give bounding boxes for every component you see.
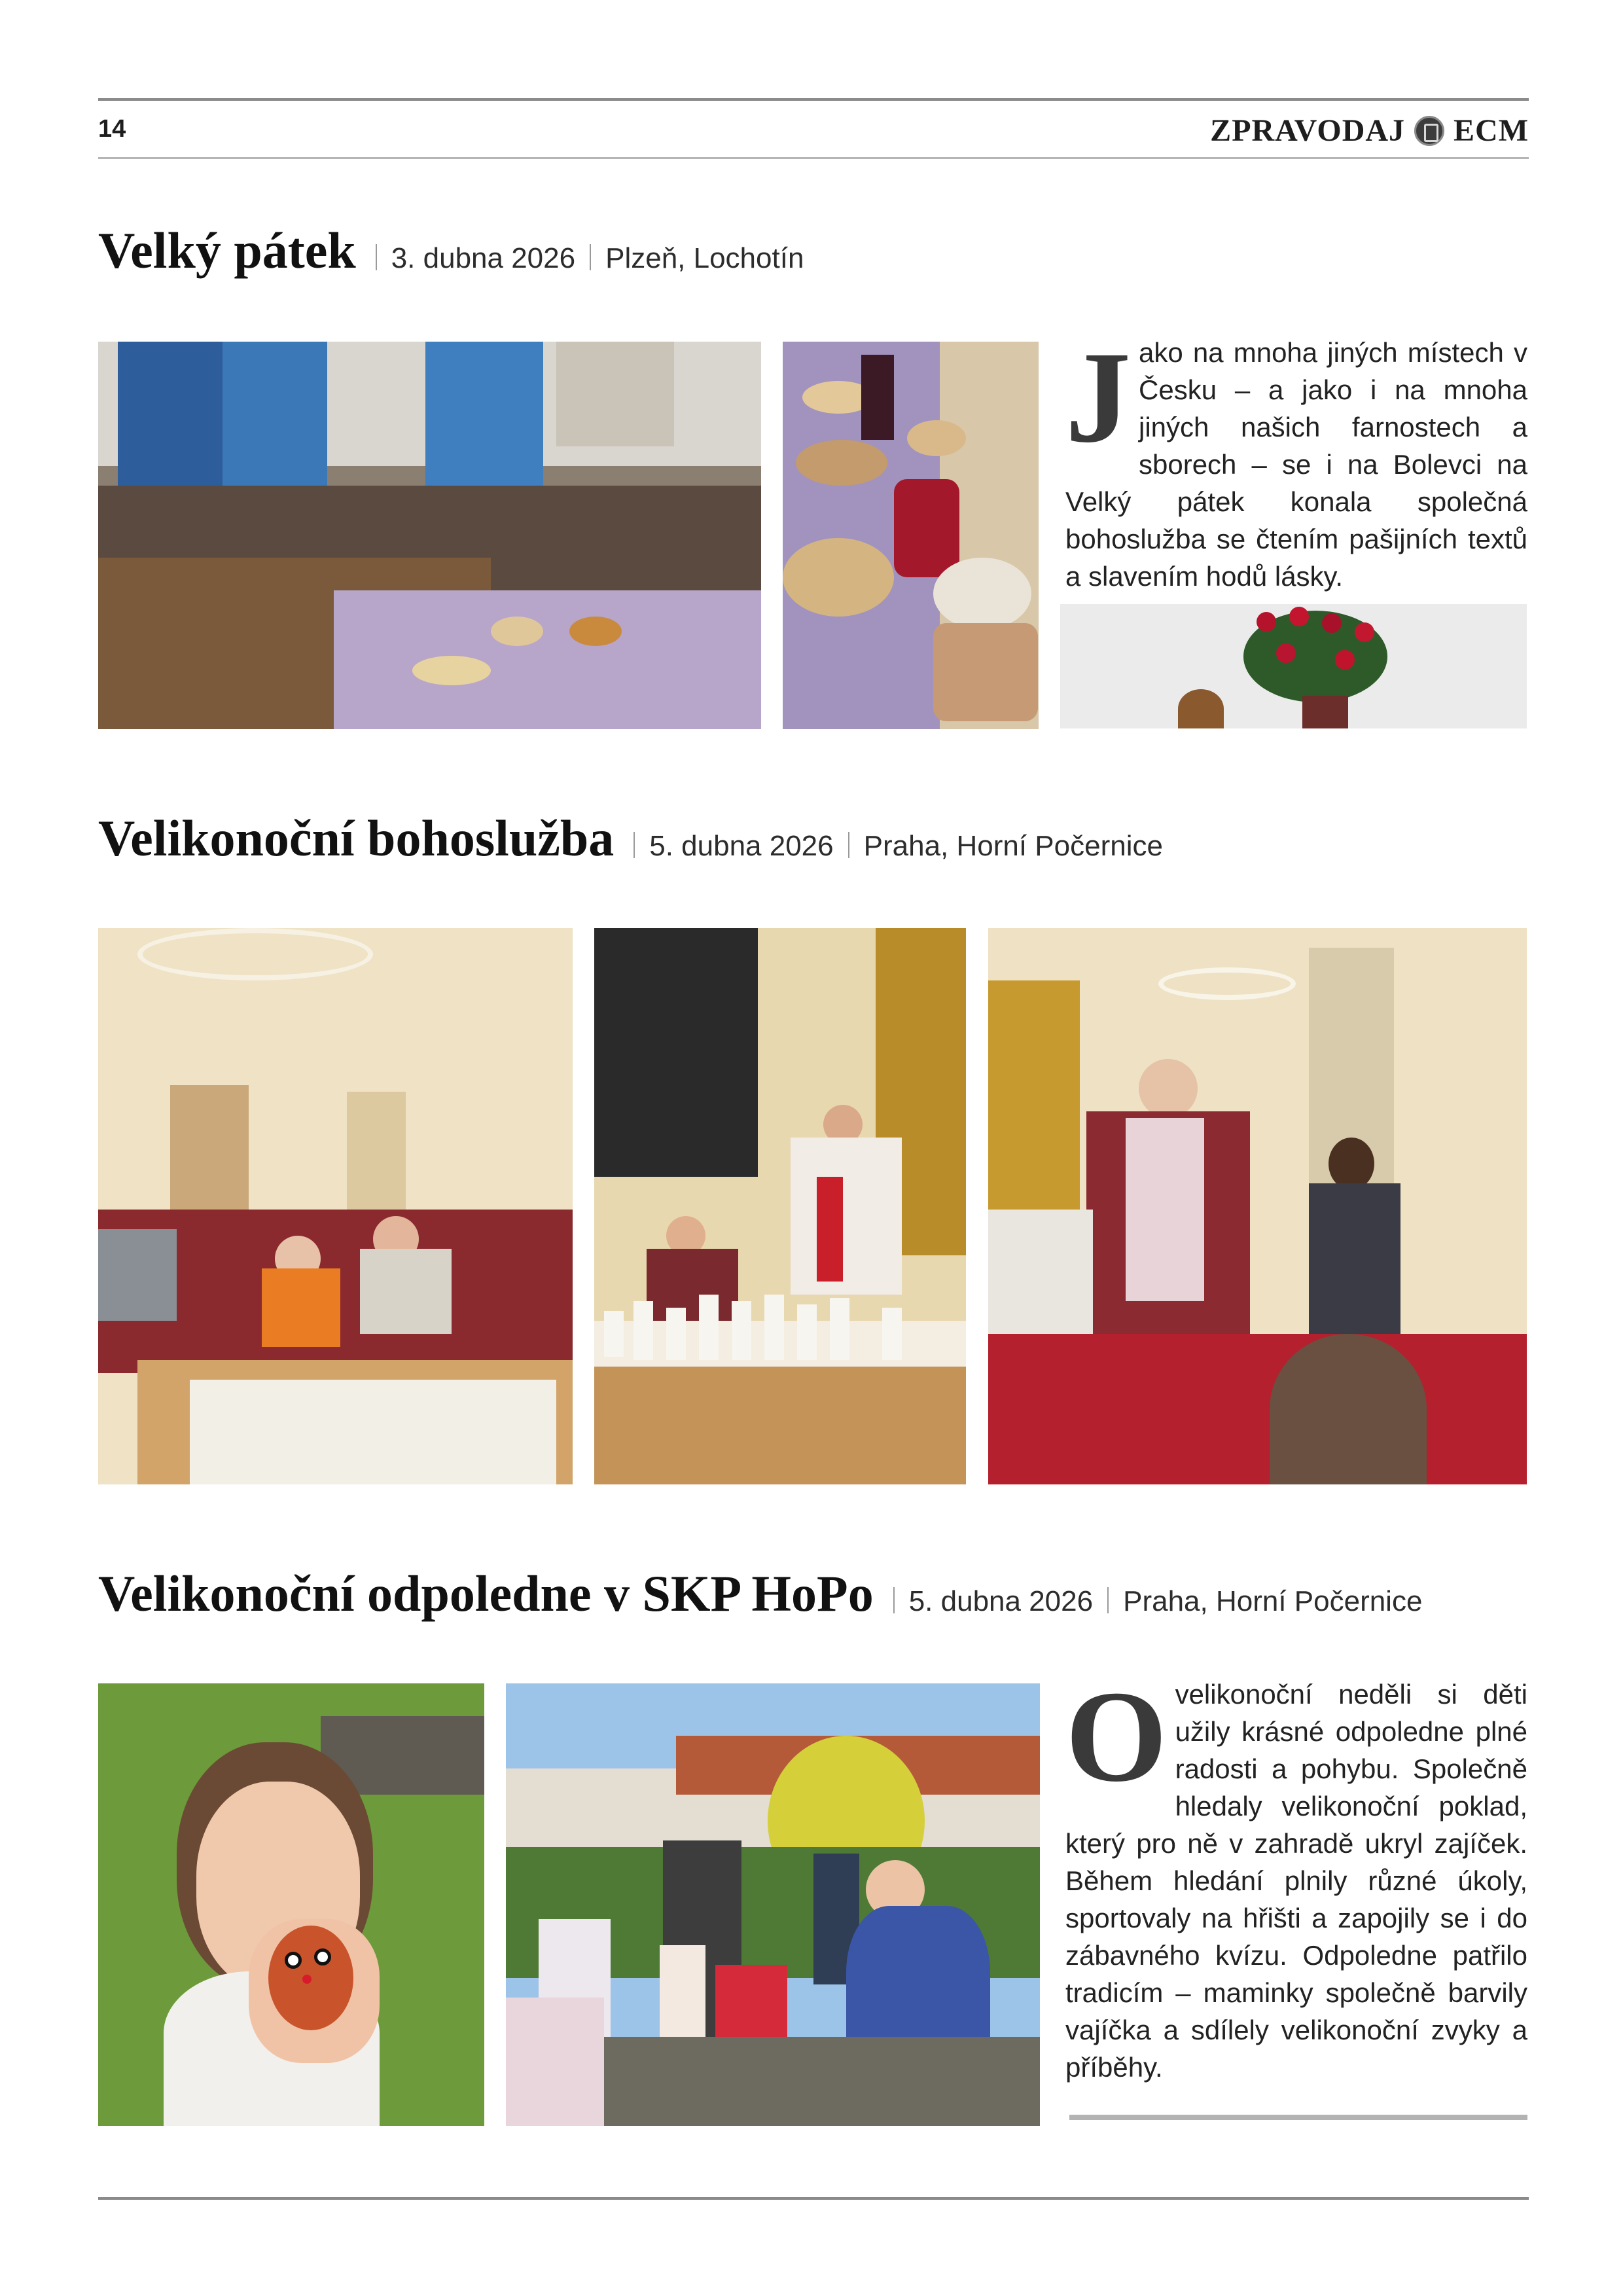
- divider: [376, 244, 377, 270]
- photo-roses: [1060, 604, 1527, 728]
- article-easter-afternoon: [1065, 1664, 1527, 2086]
- photo-bread-table: [783, 342, 1039, 729]
- photo-congregation-seated: [98, 928, 573, 1484]
- divider: [893, 1587, 895, 1613]
- header-top-rule: [98, 98, 1529, 101]
- section-date: 5. dubna 2026: [649, 830, 834, 862]
- section-title: Velikonoční bohoslužba: [98, 810, 615, 867]
- section-place: Praha, Horní Počernice: [863, 830, 1163, 862]
- drop-cap: O: [1065, 1664, 1168, 1809]
- article-good-friday: [1065, 325, 1527, 595]
- section-place: Plzeň, Lochotín: [605, 242, 804, 274]
- drop-cap: J: [1065, 325, 1131, 470]
- footer-rule: [98, 2197, 1529, 2200]
- section-heading: [98, 809, 1163, 868]
- article-text: ako na mnoha jiných místech v Česku – a jako i na mnoha jiných našich farnostech a sborech – se i na Bolevci na Velký pátek konala společná bohoslužba se čtením pašijních textů a slavením hodů lásky.: [1065, 337, 1527, 592]
- section-heading: [98, 1564, 1422, 1623]
- photo-congregation-room: [98, 342, 761, 729]
- article-text: velikonoční neděli si děti užily krásné odpoledne plné radosti a pohybu. Společně hledaly velikonoční poklad, který pro ně v zahradě ukryl zajíček. Během hledání plnily různé úkoly, sportovaly na hřišti a zapojily se i do zábavného kvízu. Odpoledne patřilo tradicím – maminky společně barvily vajíčka a sdílely velikonoční zvyky a příběhy.: [1065, 1679, 1527, 2083]
- photo-communion: [988, 928, 1527, 1484]
- photo-children-garden: [506, 1683, 1040, 2126]
- church-seal-icon: [1414, 116, 1444, 146]
- section-place: Praha, Horní Počernice: [1123, 1585, 1423, 1617]
- section-title: Velikonoční odpoledne v SKP HoPo: [98, 1565, 874, 1622]
- section-heading: [98, 221, 804, 280]
- divider: [848, 832, 849, 858]
- page-number: 14: [98, 115, 126, 143]
- photo-girl-with-egg: [98, 1683, 484, 2126]
- article-end-rule: [1069, 2115, 1527, 2120]
- brand-suffix: ECM: [1454, 113, 1529, 148]
- brand-name: ZPRAVODAJ: [1210, 113, 1406, 148]
- section-date: 3. dubna 2026: [391, 242, 576, 274]
- section-title: Velký pátek: [98, 222, 356, 279]
- photo-candles: [594, 928, 966, 1484]
- brand-masthead: [1210, 113, 1529, 149]
- section-date: 5. dubna 2026: [908, 1585, 1094, 1617]
- divider: [1107, 1587, 1109, 1613]
- header-bottom-rule: [98, 157, 1529, 159]
- divider: [633, 832, 635, 858]
- divider: [590, 244, 591, 270]
